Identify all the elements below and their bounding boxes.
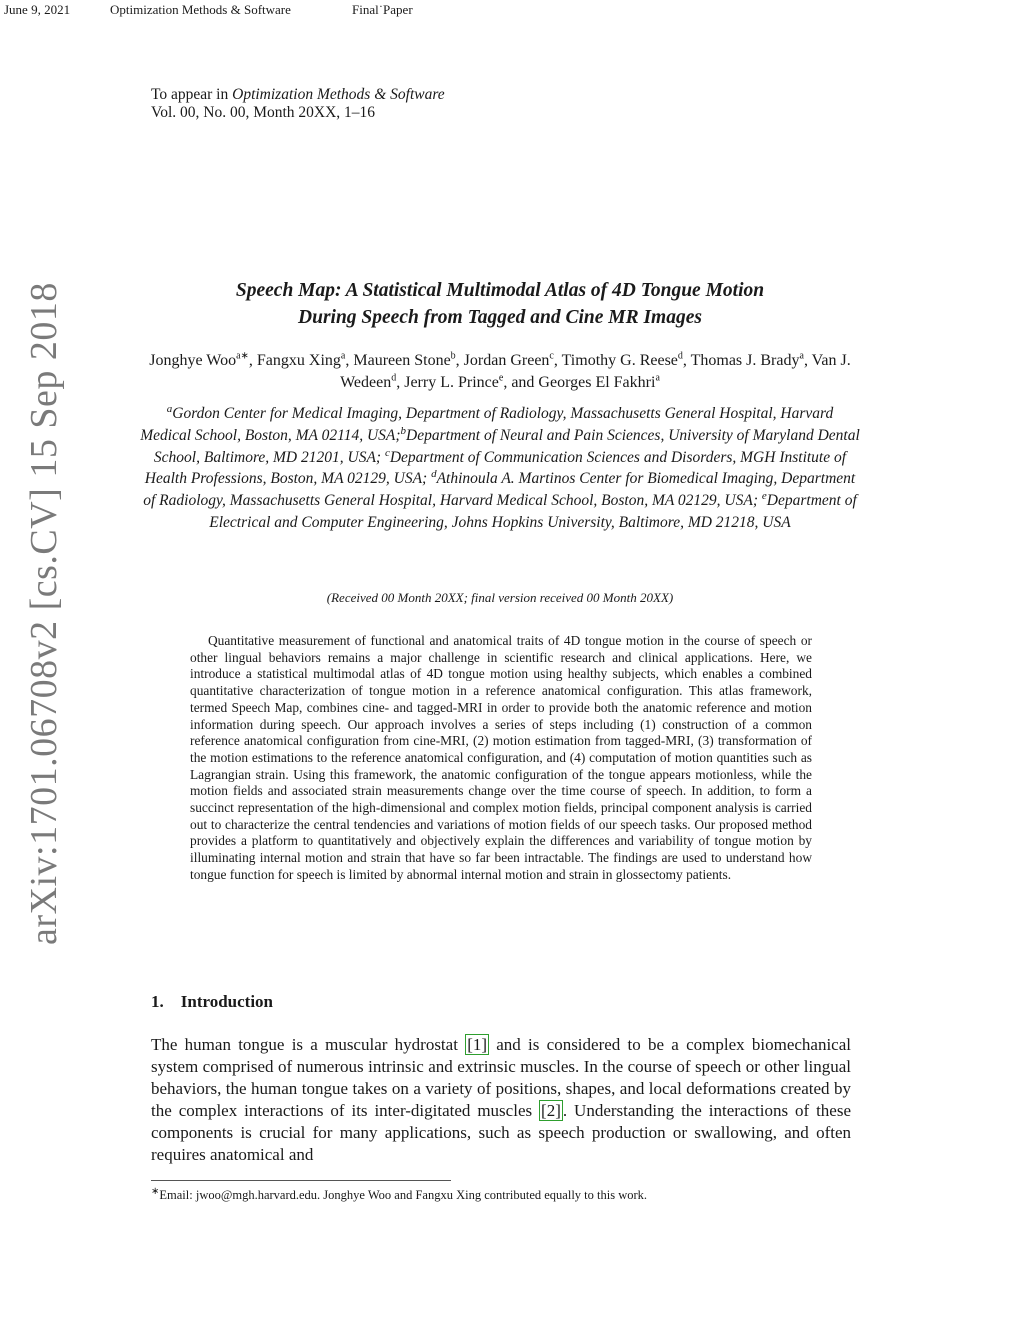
- author-list: [140, 350, 860, 394]
- author: , and Georges El Fakhri: [503, 374, 656, 391]
- section-title: Introduction: [180, 992, 274, 1011]
- intro-text: . Understanding the interactions of these components is crucial for many applications, such as speech production or swallowing, and often requires anatomical and: [151, 1101, 852, 1164]
- affiliation-text: Athinoula A. Martinos Center for Biomedical Imaging, Department of Radiology, Massachusetts General Hospital, Harvard Medical School, Boston, MA 02129, USA;: [143, 470, 856, 510]
- intro-paragraph: [151, 1034, 851, 1166]
- author-sup: a: [340, 350, 346, 362]
- author-sup: a∗: [236, 350, 249, 362]
- abstract: [190, 633, 812, 884]
- author-sup: c: [549, 350, 554, 362]
- section-heading: [151, 992, 273, 1012]
- affiliation-mark: c: [384, 446, 390, 459]
- running-header-date: June 9, 2021: [4, 2, 71, 17]
- footnote-rule: [151, 1180, 451, 1181]
- affiliation-mark: e: [761, 490, 767, 503]
- intro-text: and is considered to be a complex biomechanical system comprised of numerous intrinsic and extrinsic muscles. In the course of speech or other lingual behaviors, the human tongue takes on a variety of positions, shapes, and local deformations created by the complex interactions of its inter-digitated muscles: [151, 1035, 851, 1120]
- footnote: [151, 1185, 648, 1203]
- appear-journal: Optimization Methods & Software: [232, 86, 445, 103]
- affiliation-mark: d: [431, 468, 437, 481]
- author: , Thomas J. Brady: [682, 352, 800, 369]
- affiliation-text: Gordon Center for Medical Imaging, Department of Radiology, Massachusetts General Hospital, Harvard Medical School, Boston, MA 02114, USA;: [140, 405, 834, 444]
- title-line-1: Speech Map: A Statistical Multimodal Atlas of 4D Tongue Motion: [235, 280, 765, 301]
- affiliation-text: Department of Neural and Pain Sciences, University of Maryland Dental School, Baltimore, MD 21201, USA;: [153, 426, 860, 466]
- affiliation-mark: b: [400, 424, 407, 437]
- abstract-text: Quantitative measurement of functional and anatomical traits of 4D tongue motion in the course of speech or other lingual behaviors remains a major challenge in scientific research and clinical applications. Here, we introduce a statistical multimodal atlas of 4D tongue motion using healthy subjects, which enables a combined quantitative characterization of tongue motion in a reference anatomical configuration. This atlas framework, termed Speech Map, combines cine- and tagged-MRI in order to provide both the anatomic reference and motion information during speech. Our approach involves a series of steps including (1) construction of a common reference anatomical configuration from cine-MRI, (2) motion estimation from tagged-MRI, (3) transformation of the motion estimations to the reference anatomical configuration, and (4) computation of motion quantities such as Lagrangian strain. Using this framework, the anatomic configuration of the tongue appears motionless, while the motion fields and associated strain measurements change over the time course of speech. In addition, to form a succinct representation of the high-dimensional and complex motion fields, principal component analysis is carried out to characterize the central tendencies and variations of motion fields of our speech tasks. Our proposed method provides a platform to quantitatively and objectively explain the differences and variability of tongue motion by illuminating internal motion and strain that have so far been intractable. The findings are used to understand how tongue function for speech is limited by abnormal internal motion and strain in glossectomy patients.: [190, 633, 812, 882]
- intro-text: The human tongue is a muscular hydrostat: [151, 1035, 466, 1054]
- author-sup: a: [799, 350, 804, 362]
- author: , Jordan Green: [455, 352, 550, 369]
- affiliation-text: Department of Communication Sciences and Disorders, MGH Institute of Health Professions, Boston, MA 02129, USA;: [144, 448, 847, 488]
- author: , Timothy G. Reese: [553, 352, 678, 369]
- author: Jonghye Woo: [149, 352, 237, 369]
- affiliation-mark: a: [166, 402, 173, 415]
- affiliation-text: Department of Electrical and Computer Engineering, Johns Hopkins University, Baltimore, MD 21218, USA: [209, 492, 857, 531]
- affiliations: [140, 403, 860, 534]
- running-header-version: Final˙Paper: [352, 2, 413, 17]
- title-line-2: During Speech from Tagged and Cine MR Images: [298, 307, 702, 328]
- appear-prefix: To appear in: [151, 86, 233, 103]
- appear-line: [151, 86, 445, 104]
- author-sup: d: [677, 350, 683, 362]
- author: , Maureen Stone: [345, 352, 451, 369]
- arxiv-stamp: arXiv:1701.06708v2 [cs.CV] 15 Sep 2018: [23, 282, 65, 945]
- author-sup: e: [498, 372, 504, 384]
- author: , Jerry L. Prince: [396, 374, 499, 391]
- running-header-journal: Optimization Methods & Software: [110, 2, 291, 17]
- author: , Fangxu Xing: [248, 352, 341, 369]
- received-dates: (Received 00 Month 20XX; final version received 00 Month 20XX): [326, 590, 674, 605]
- volume-line: Vol. 00, No. 00, Month 20XX, 1–16: [151, 104, 376, 121]
- author: , Van J. Wedeen: [340, 352, 851, 391]
- citation-link[interactable]: [2]: [541, 1101, 561, 1120]
- author-sup: b: [450, 350, 456, 362]
- author-sup: d: [391, 372, 397, 384]
- citation-link[interactable]: [1]: [467, 1035, 488, 1054]
- section-number: 1.: [151, 992, 164, 1011]
- footnote-text: Email: jwoo@mgh.harvard.edu. Jonghye Woo and Fangxu Xing contributed equally to this work.: [159, 1188, 648, 1202]
- paper-title: [100, 277, 900, 331]
- footnote-mark: ∗: [151, 1185, 160, 1197]
- author-sup: a: [655, 372, 660, 384]
